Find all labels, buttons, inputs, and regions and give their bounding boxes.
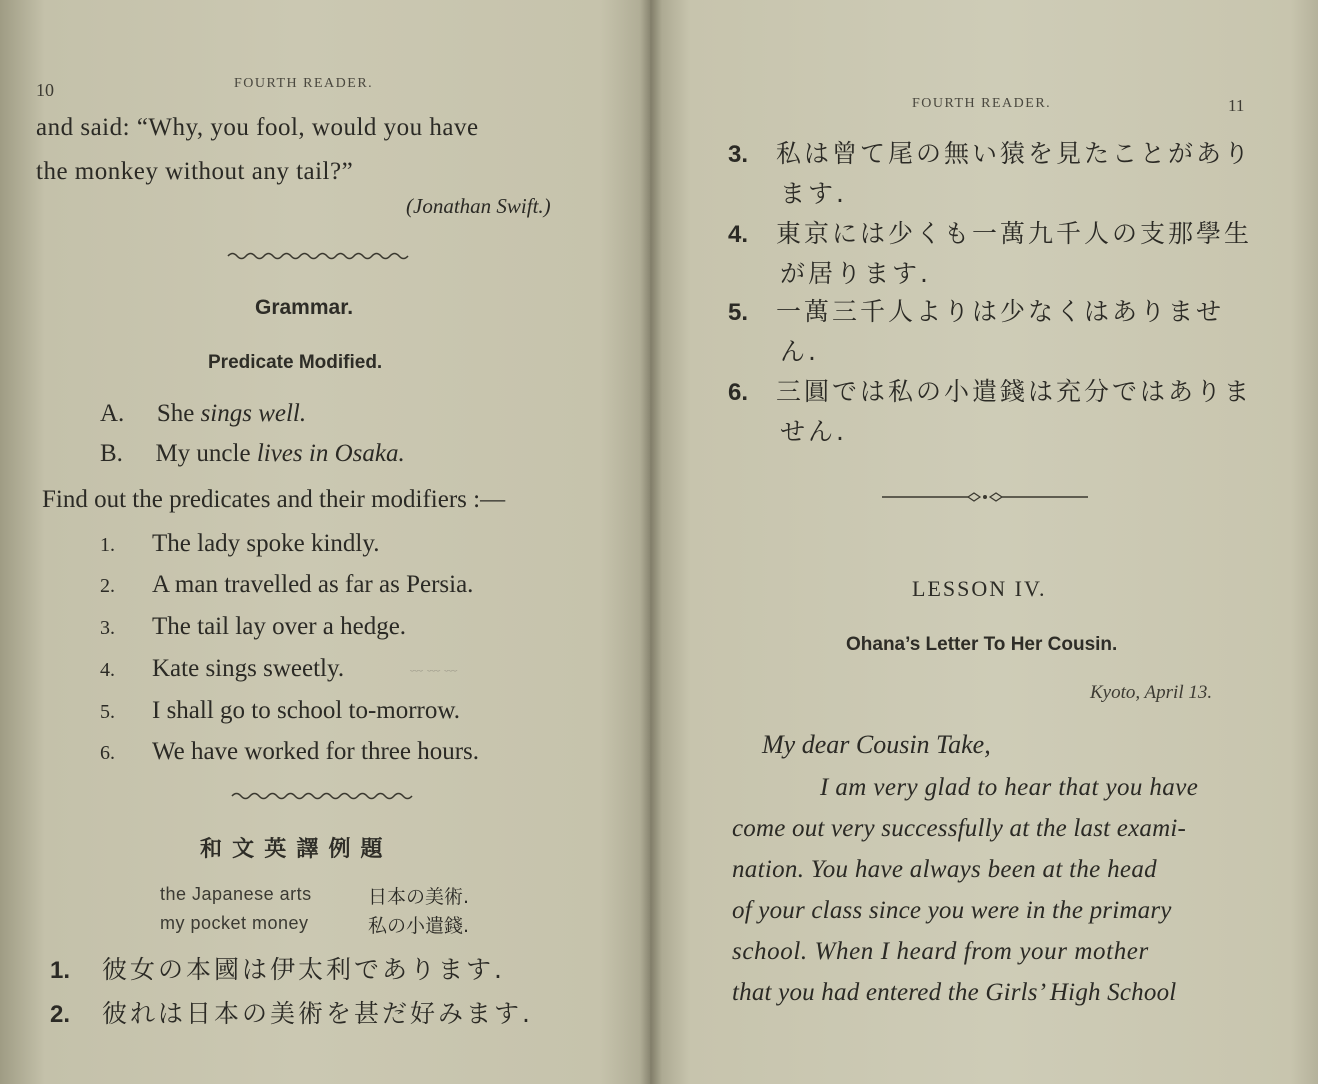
sentence-line: 私は曾て尾の無い猿を見たことがあり — [776, 139, 1253, 168]
wavy-divider-2 — [232, 790, 412, 802]
exercise-number: 4. — [100, 659, 115, 681]
instruction: Find out the predicates and their modifiers :— — [42, 486, 506, 513]
sentence-line: 一萬三千人よりは少なくはありませ — [776, 297, 1225, 326]
exercise-number: 2. — [100, 575, 115, 597]
exercise-3 — [100, 613, 406, 641]
vocab-en-1: the Japanese arts — [160, 884, 312, 904]
sentence-number: 2. — [50, 1001, 71, 1028]
exercise-2 — [100, 571, 473, 599]
letter-line-6: that you had entered the Girls’ High School — [732, 979, 1177, 1006]
sentence-text: 彼女の本國は伊太利であります. — [102, 955, 505, 984]
example-italic: sings well. — [200, 400, 307, 427]
sentence-text: 彼れは日本の美術を甚だ好みます. — [102, 999, 533, 1028]
jp-sentence-6 — [728, 372, 1252, 408]
intro-line-1: and said: “Why, you fool, would you have — [36, 114, 479, 141]
wavy-divider-1 — [228, 250, 408, 262]
translation-heading: 和 文 英 譯 例 題 — [200, 836, 385, 861]
letter-line-1: I am very glad to hear that you have — [820, 774, 1199, 801]
running-head-left: FOURTH READER. — [234, 76, 374, 91]
jp-sentence-4-cont: が居ります. — [780, 259, 931, 288]
exercise-5 — [100, 697, 460, 725]
grammar-heading: Grammar. — [255, 296, 354, 319]
lesson-title: LESSON IV. — [912, 576, 1047, 601]
exercise-number: 1. — [100, 534, 115, 556]
exercise-1 — [100, 530, 380, 558]
vocab-en-2: my pocket money — [160, 913, 309, 933]
letter-line-4: of your class since you were in the primary — [732, 897, 1172, 924]
jp-sentence-2 — [50, 994, 533, 1030]
example-a — [100, 400, 306, 428]
exercise-number: 5. — [100, 701, 115, 723]
sentence-number: 4. — [728, 221, 749, 248]
sentence-number: 1. — [50, 957, 71, 984]
exercise-text: A man travelled as far as Persia. — [152, 571, 474, 598]
exercise-text: We have worked for three hours. — [152, 738, 480, 765]
predicate-subheading: Predicate Modified. — [208, 352, 383, 373]
book-gutter — [640, 0, 662, 1084]
exercise-text: Kate sings sweetly. — [152, 655, 345, 682]
sentence-line: 三圓では私の小遣錢は充分ではありま — [776, 377, 1253, 406]
lesson-subtitle: Ohana’s Letter To Her Cousin. — [846, 634, 1118, 655]
example-italic: lives in Osaka. — [256, 440, 405, 467]
example-letter: A. — [100, 400, 125, 427]
exercise-text: The tail lay over a hedge. — [152, 613, 407, 640]
exercise-number: 6. — [100, 742, 115, 764]
right-page — [650, 0, 1318, 1084]
jp-sentence-5 — [728, 292, 1224, 328]
example-plain: She — [156, 400, 201, 427]
pencil-marks: ﹏ ﹏ ﹏ — [410, 659, 458, 674]
exercise-text: The lady spoke kindly. — [152, 530, 380, 557]
jp-sentence-1 — [50, 950, 505, 986]
running-head-right: FOURTH READER. — [912, 96, 1052, 111]
jp-sentence-4 — [728, 214, 1252, 250]
intro-line-2: the monkey without any tail?” — [36, 158, 354, 185]
sentence-number: 5. — [728, 299, 749, 326]
vocab-jp-2: 私の小遣錢. — [368, 915, 470, 937]
page-number-right: 11 — [1228, 96, 1245, 115]
vocab-jp-1: 日本の美術. — [368, 886, 470, 908]
jp-sentence-3 — [728, 134, 1252, 170]
letter-line-2: come out very successfully at the last exami- — [732, 815, 1186, 842]
ornamental-rule — [882, 490, 1088, 504]
sentence-line: 東京には少くも一萬九千人の支那學生 — [776, 219, 1253, 248]
page-number-left: 10 — [36, 80, 54, 100]
letter-line-5: school. When I heard from your mother — [732, 938, 1149, 965]
example-b — [100, 440, 405, 468]
jp-sentence-3-cont: ます. — [780, 179, 847, 208]
sentence-number: 6. — [728, 379, 749, 406]
sentence-number: 3. — [728, 141, 749, 168]
example-plain: My uncle — [155, 440, 257, 467]
letter-line-3: nation. You have always been at the head — [732, 856, 1157, 883]
exercise-number: 3. — [100, 617, 115, 639]
attribution: (Jonathan Swift.) — [406, 194, 551, 218]
exercise-4 — [100, 655, 344, 683]
salutation: My dear Cousin Take, — [762, 730, 991, 759]
example-letter: B. — [100, 440, 123, 467]
jp-sentence-5-cont: ん. — [780, 337, 819, 366]
exercise-text: I shall go to school to-morrow. — [152, 697, 461, 724]
exercise-6 — [100, 738, 479, 766]
jp-sentence-6-cont: せん. — [780, 417, 847, 446]
left-page — [0, 0, 650, 1084]
dateline: Kyoto, April 13. — [1090, 682, 1213, 703]
